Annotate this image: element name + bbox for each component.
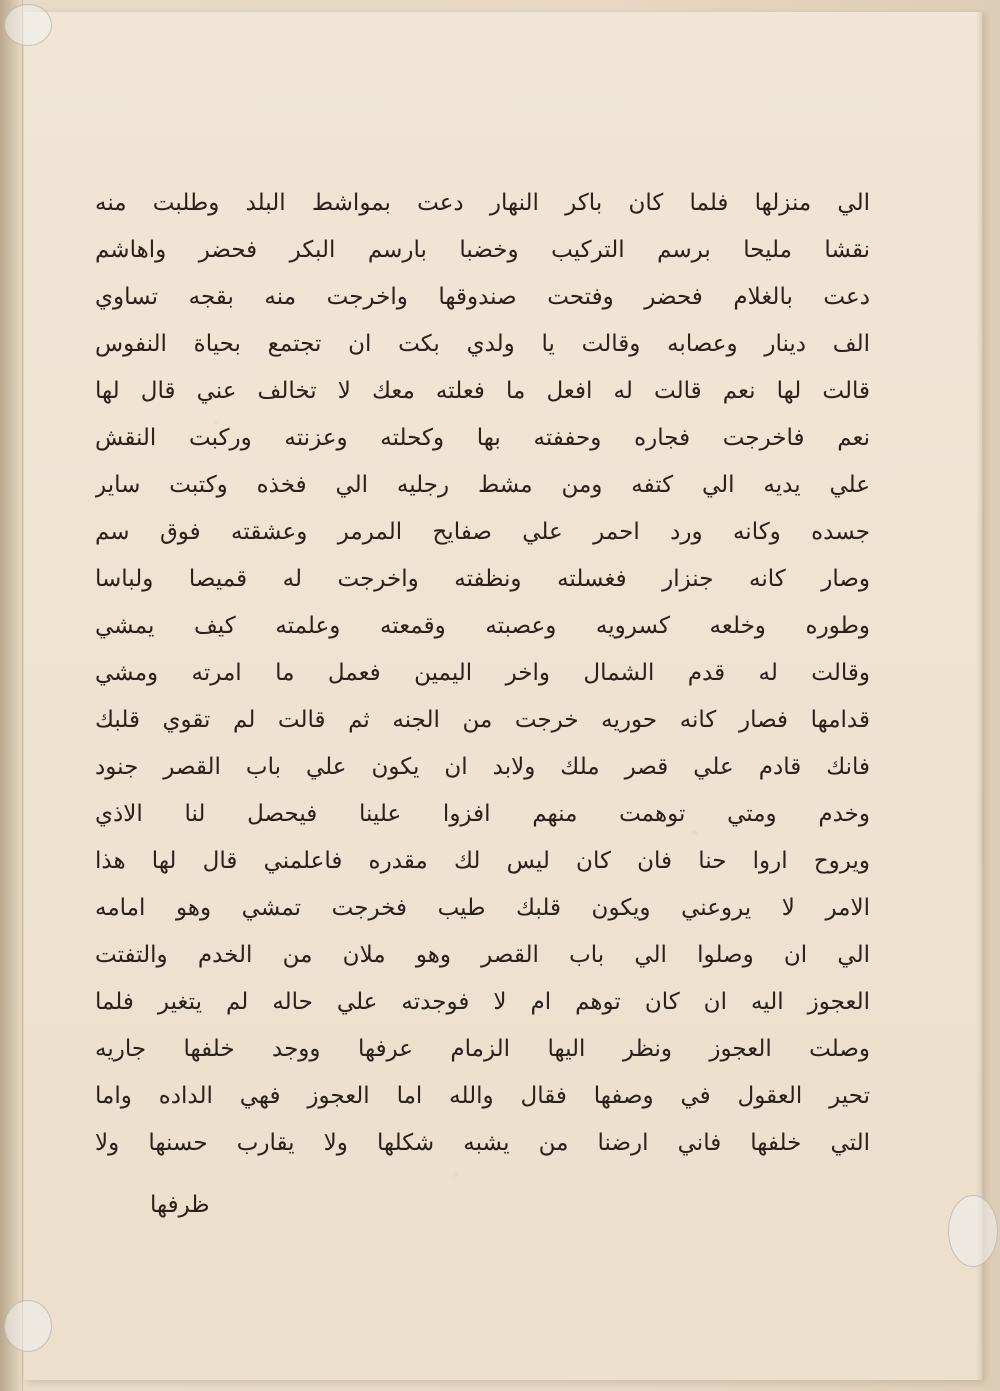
- mount-clip-bottom-right: [948, 1195, 998, 1267]
- text-line: جسده وكانه ورد احمر علي صفايح المرمر وعشقته فوق سم: [95, 519, 870, 545]
- text-line: وطوره وخلعه كسرويه وعصبته وقمعته وعلمته كيف يمشي: [95, 613, 870, 639]
- text-line: نقشا مليحا برسم التركيب وخضبا بارسم البكر فحضر واهاشم: [95, 237, 870, 263]
- text-line: ويروح اروا حنا فان كان ليس لك مقدره فاعلمني قال لها هذا: [95, 848, 870, 874]
- mount-clip-bottom-left: [4, 1300, 52, 1352]
- page-edge-shadow: [976, 12, 982, 1380]
- text-line: قدامها فصار كانه حوريه خرجت من الجنه ثم قالت لم تقوي قلبك: [95, 707, 870, 733]
- text-line: الي منزلها فلما كان باكر النهار دعت بمواشط البلد وطلبت منه: [95, 190, 870, 216]
- catchword: ظرفها: [150, 1192, 210, 1218]
- text-line: الف دينار وعصابه وقالت يا ولدي بكت ان تجتمع بحياة النفوس: [95, 331, 870, 357]
- text-line: الامر لا يروعني ويكون قلبك طيب فخرجت تمشي وهو امامه: [95, 895, 870, 921]
- manuscript-text-block: [95, 180, 870, 1180]
- text-line: وقالت له قدم الشمال واخر اليمين فعمل ما امرته ومشي: [95, 660, 870, 686]
- text-line: العجوز اليه ان كان توهم ام لا فوجدته علي حاله لم يتغير فلما: [95, 989, 870, 1015]
- mount-clip-top-left: [4, 4, 52, 46]
- text-line: وصلت العجوز ونظر اليها الزمام عرفها ووجد خلفها جاريه: [95, 1036, 870, 1062]
- text-line: نعم فاخرجت فجاره وحففته بها وكحلته وعزنته وركبت النقش: [95, 425, 870, 451]
- text-line: دعت بالغلام فحضر وفتحت صندوقها واخرجت منه بقجه تساوي: [95, 284, 870, 310]
- text-line: علي يديه الي كتفه ومن مشط رجليه الي فخذه وكتبت ساير: [95, 472, 870, 498]
- text-line: تحير العقول في وصفها فقال والله اما العجوز فهي الداده واما: [95, 1083, 870, 1109]
- text-line: وخدم ومتي توهمت منهم افزوا علينا فيحصل لنا الاذي: [95, 801, 870, 827]
- text-line: فانك قادم علي قصر ملك ولابد ان يكون علي باب القصر جنود: [95, 754, 870, 780]
- binding-gutter: [0, 0, 23, 1391]
- text-line: الي ان وصلوا الي باب القصر وهو ملان من الخدم والتفتت: [95, 942, 870, 968]
- text-line: قالت لها نعم قالت له افعل ما فعلته معك لا تخالف عني قال لها: [95, 378, 870, 404]
- text-line: وصار كانه جنزار فغسلته ونظفته واخرجت له قميصا ولباسا: [95, 566, 870, 592]
- text-line: التي خلفها فاني ارضنا من يشبه شكلها ولا يقارب حسنها ولا: [95, 1130, 870, 1156]
